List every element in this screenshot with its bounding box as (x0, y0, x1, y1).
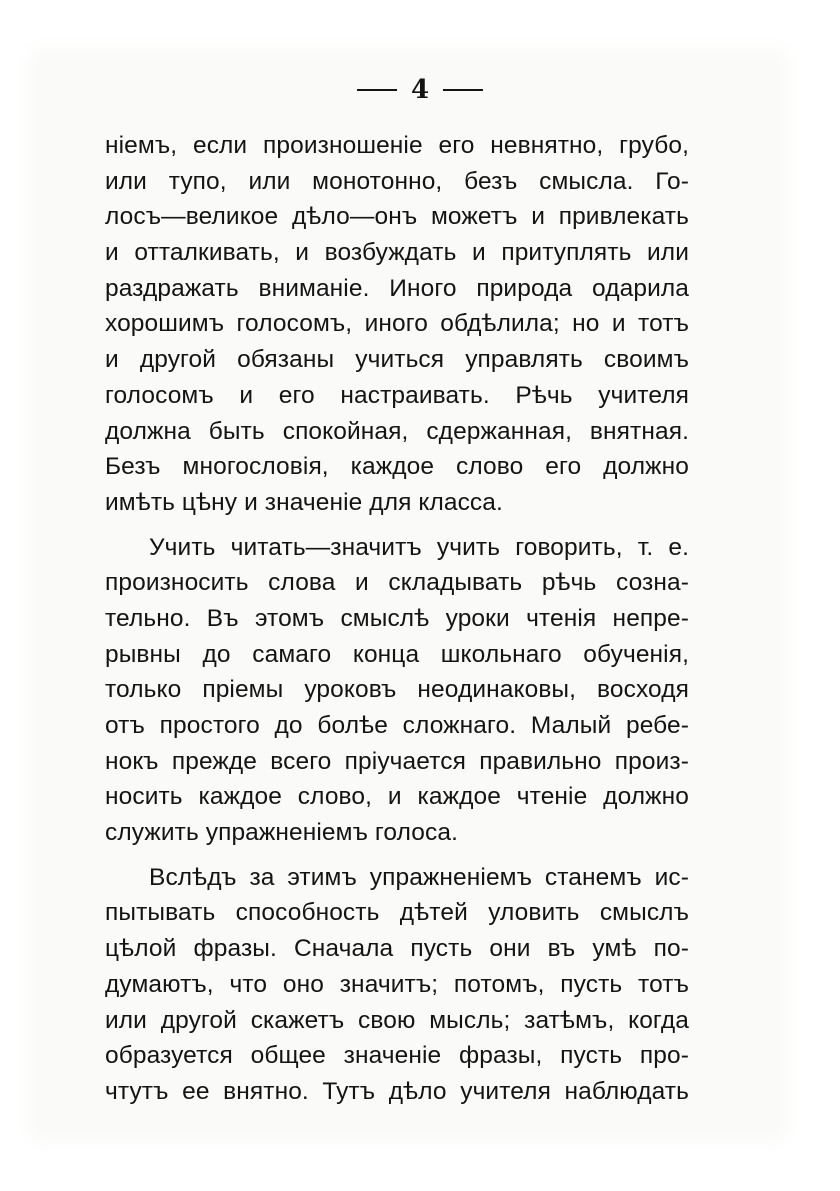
paragraph-gap (105, 521, 689, 530)
text-line: Учить читать—значитъ учить говорить, т. е. (149, 533, 689, 561)
paragraph-3 (105, 860, 689, 1110)
text-line: рывны до самаго конца школьнаго обученiя, (105, 640, 689, 668)
page-number: 4 (410, 75, 430, 105)
text-line: нiемъ, если произношенiе его невнятно, грубо, (105, 132, 689, 159)
text-line: и другой обязаны учиться управлять своимъ (105, 346, 689, 374)
text-line: служить упражненiемъ голоса. (105, 819, 458, 847)
header-rule-left (357, 89, 397, 91)
text-line: нокъ прежде всего прiучается правильно произ- (105, 747, 689, 775)
text-line: образуется общее значенiе фразы, пусть про- (105, 1042, 689, 1070)
text-line: пытывать способность дѣтей уловить смыслъ (105, 899, 689, 927)
text-line: произносить слова и складывать рѣчь созна- (105, 569, 689, 597)
text-line: думаютъ, что оно значитъ; потомъ, пусть тотъ (105, 970, 689, 998)
text-line: раздражать вниманiе. Иного природа одарила (105, 274, 689, 302)
text-line: и отталкивать, и возбуждать и притуплять или (105, 239, 689, 267)
text-line: только прiемы уроковъ неодинаковы, восходя (105, 676, 689, 704)
text-line: чтутъ ее внятно. Тутъ дѣло учителя наблюдать (105, 1077, 689, 1105)
header-rule-right (443, 89, 483, 91)
text-line: тельно. Въ этомъ смыслѣ уроки чтенiя непре- (105, 604, 689, 632)
text-line: цѣлой фразы. Сначала пусть они въ умѣ по- (105, 935, 689, 963)
paragraph-1 (105, 128, 689, 521)
page-header (0, 70, 840, 110)
paragraph-gap (105, 851, 689, 860)
text-line: голосомъ и его настраивать. Рѣчь учителя (105, 381, 689, 409)
text-line: носить каждое слово, и каждое чтенiе должно (105, 783, 689, 811)
text-line: Безъ многословiя, каждое слово его должно (105, 453, 689, 481)
text-line: имѣть цѣну и значенiе для класса. (105, 488, 503, 516)
paragraph-2 (105, 530, 689, 851)
text-line: или другой скажетъ свою мысль; затѣмъ, когда (105, 1006, 689, 1034)
text-line: лосъ—великое дѣло—онъ можетъ и привлекать (105, 203, 689, 231)
text-line: или тупо, или монотонно, безъ смысла. Го- (105, 167, 689, 195)
body-text (105, 128, 689, 1110)
text-line: отъ простого до болѣе сложнаго. Малый ребе- (105, 712, 689, 739)
text-line: должна быть спокойная, сдержанная, внятная. (105, 417, 689, 445)
text-line: Вслѣдъ за этимъ упражненiемъ станемъ ис- (149, 863, 689, 891)
text-line: хорошимъ голосомъ, иного обдѣлила; но и тотъ (105, 310, 689, 338)
